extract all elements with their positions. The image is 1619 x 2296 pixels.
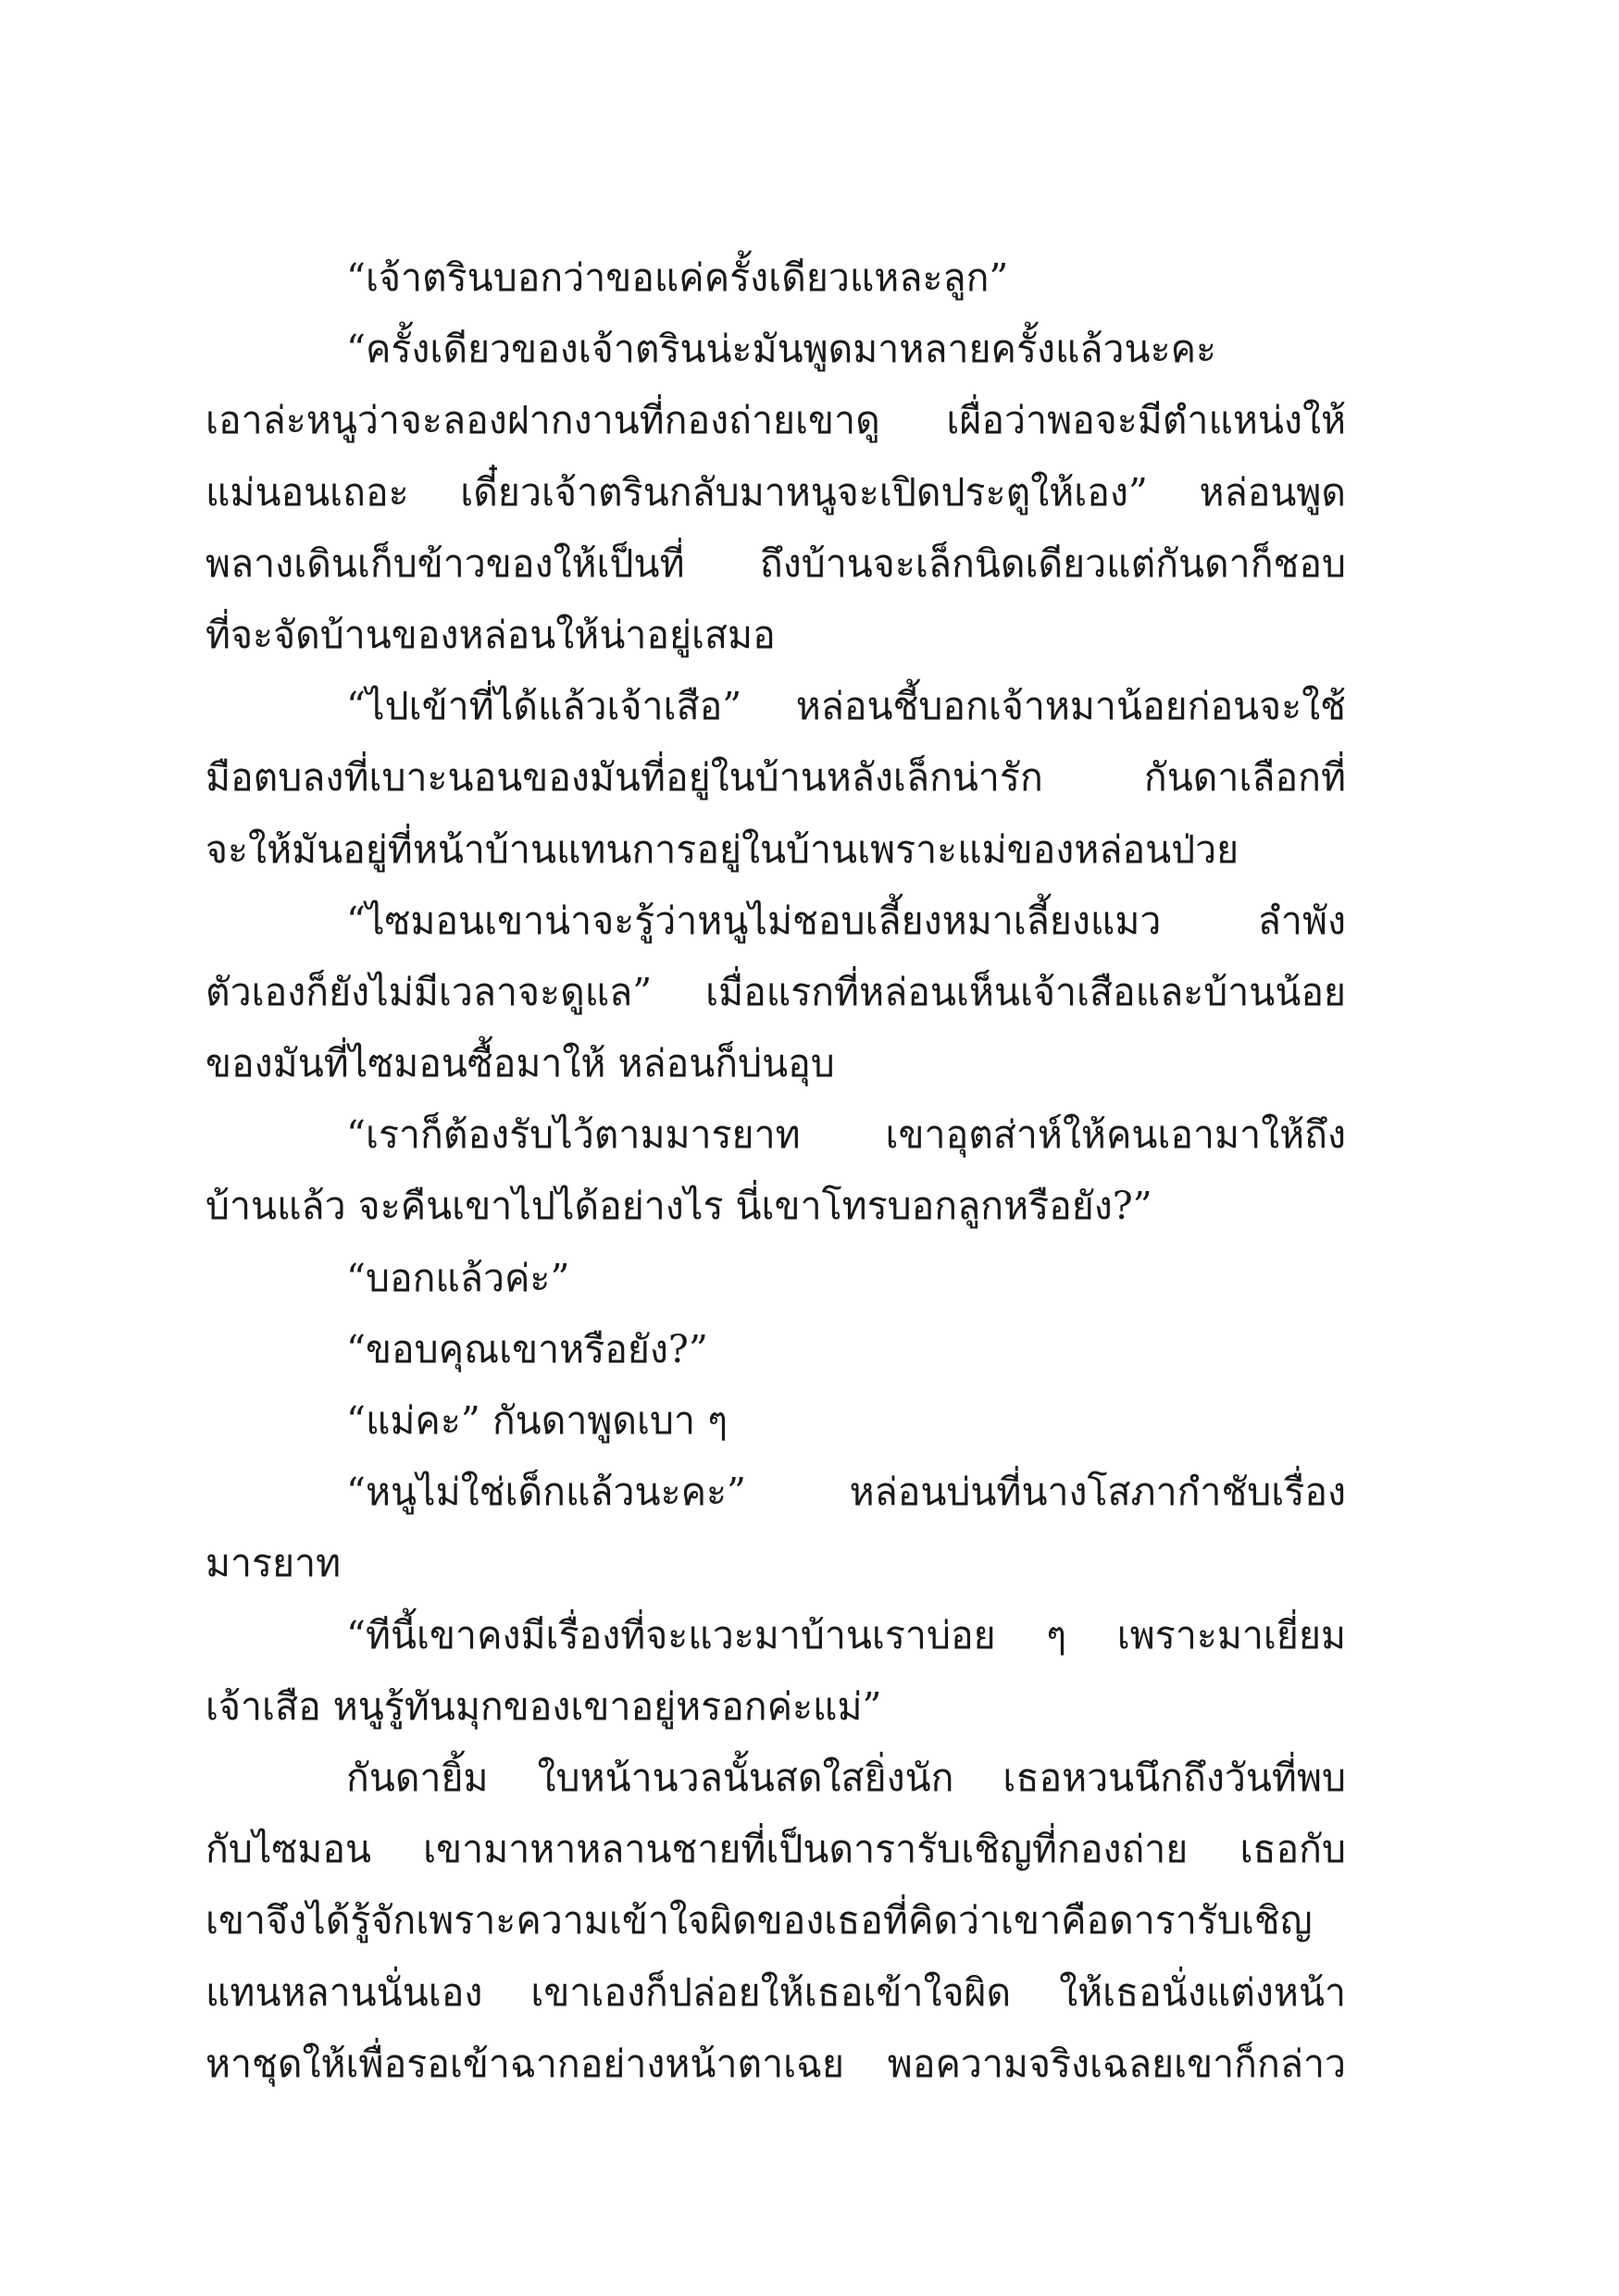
text-line: เจ้าเสือ หนูรู้ทันมุกของเขาอยู่หรอกค่ะแม่”	[205, 1683, 882, 1729]
text-line: “ครั้งเดียวของเจ้าตรินน่ะมันพูดมาหลายครั้งแล้วนะคะ	[346, 327, 1217, 372]
text-line: บ้านแล้ว จะคืนเขาไปได้อย่างไร นี่เขาโทรบอกลูกหรือยัง?”	[205, 1184, 1152, 1229]
text-line: กันดายิ้ม ใบหน้านวลนั้นสดใสยิ่งนัก เธอหวนนึกถึงวันที่พบ	[346, 1755, 1346, 1800]
text-line: “หนูไม่ใช่เด็กแล้วนะคะ” หล่อนบ่นที่นางโสภากำชับเรื่อง	[346, 1470, 1346, 1515]
text-line: เอาล่ะหนูว่าจะลองฝากงานที่กองถ่ายเขาดู เผื่อว่าพอจะมีตำแหน่งให้	[205, 398, 1346, 443]
text-line: จะให้มันอยู่ที่หน้าบ้านแทนการอยู่ในบ้านเพราะแม่ของหล่อนป่วย	[205, 826, 1239, 872]
text-line: “ไซมอนเขาน่าจะรู้ว่าหนูไม่ชอบเลี้ยงหมาเลี้ยงแมว ลำพัง	[346, 898, 1346, 943]
text-line: ที่จะจัดบ้านของหล่อนให้น่าอยู่เสมอ	[205, 612, 776, 657]
text-line: “ไปเข้าที่ได้แล้วเจ้าเสือ” หล่อนชี้บอกเจ้าหมาน้อยก่อนจะใช้	[346, 684, 1346, 729]
text-line: เขาจึงได้รู้จักเพราะความเข้าใจผิดของเธอที่คิดว่าเขาคือดารารับเชิญ	[205, 1898, 1313, 1943]
text-line: “ทีนี้เขาคงมีเรื่องที่จะแวะมาบ้านเราบ่อย ๆ เพราะมาเยี่ยม	[346, 1612, 1346, 1657]
text-line: มือตบลงที่เบาะนอนของมันที่อยู่ในบ้านหลังเล็กน่ารัก กันดาเลือกที่	[205, 755, 1346, 800]
text-line: “แม่คะ” กันดาพูดเบา ๆ	[346, 1398, 729, 1443]
text-line: ตัวเองก็ยังไม่มีเวลาจะดูแล” เมื่อแรกที่หล่อนเห็นเจ้าเสือและบ้านน้อย	[205, 969, 1346, 1014]
text-line: “บอกแล้วค่ะ”	[346, 1255, 570, 1300]
text-line: พลางเดินเก็บข้าวของให้เป็นที่ ถึงบ้านจะเล็กนิดเดียวแต่กันดาก็ชอบ	[205, 540, 1346, 586]
text-line: มารยาท	[205, 1541, 342, 1586]
text-line: แม่นอนเถอะ เดี๋ยวเจ้าตรินกลับมาหนูจะเปิดประตูให้เอง” หล่อนพูด	[205, 469, 1346, 515]
text-line: “เจ้าตรินบอกว่าขอแค่ครั้งเดียวแหละลูก”	[346, 255, 1009, 300]
text-line: หาชุดให้เพื่อรอเข้าฉากอย่างหน้าตาเฉย พอความจริงเฉลยเขาก็กล่าว	[205, 2041, 1346, 2086]
text-line: “เราก็ต้องรับไว้ตามมารยาท เขาอุตส่าห์ให้คนเอามาให้ถึง	[346, 1112, 1346, 1158]
text-line: “ขอบคุณเขาหรือยัง?”	[346, 1326, 708, 1371]
text-line: กับไซมอน เขามาหาหลานชายที่เป็นดารารับเชิญที่กองถ่าย เธอกับ	[205, 1827, 1346, 1872]
text-line: แทนหลานนั่นเอง เขาเองก็ปล่อยให้เธอเข้าใจผิด ให้เธอนั่งแต่งหน้า	[205, 1969, 1346, 2015]
text-line: ของมันที่ไซมอนซื้อมาให้ หล่อนก็บ่นอุบ	[205, 1041, 835, 1086]
body-text	[205, 242, 1346, 2100]
